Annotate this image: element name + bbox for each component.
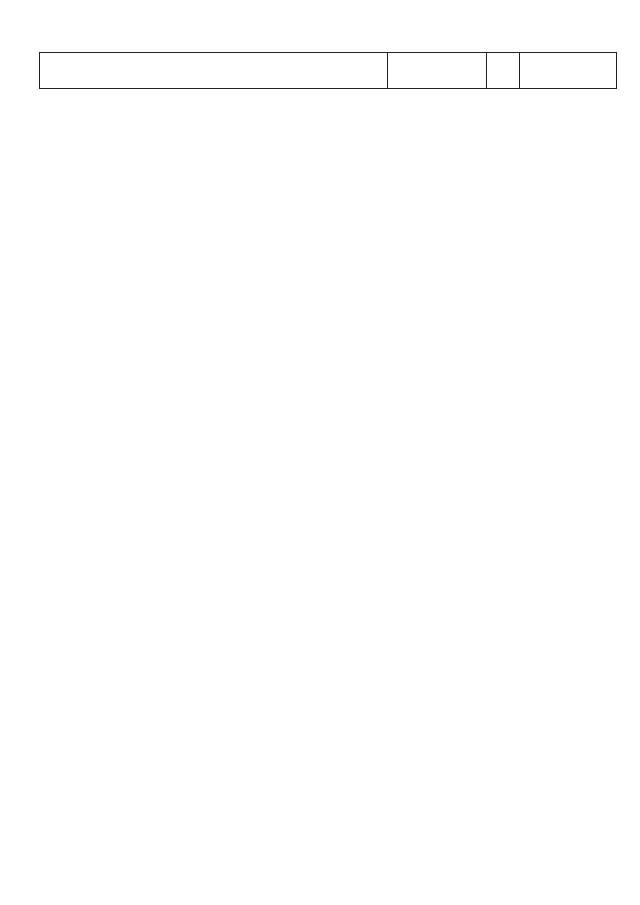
header-vid (487, 53, 520, 89)
header-name (40, 53, 388, 89)
header-code (388, 53, 487, 89)
header-sum (520, 53, 617, 89)
budget-table (39, 52, 617, 89)
table-header-row (40, 53, 617, 89)
